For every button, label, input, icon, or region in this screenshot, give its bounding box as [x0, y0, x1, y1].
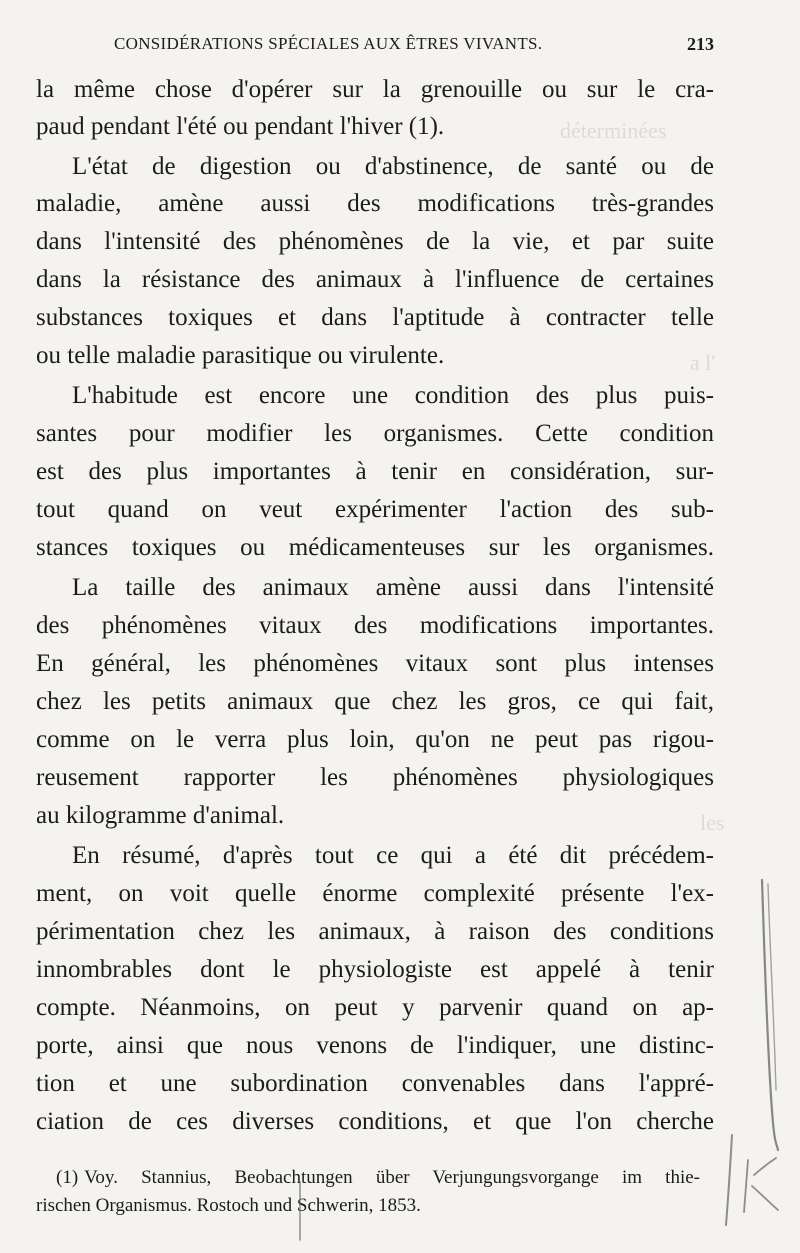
text-line: périmentation chez les animaux, à raison des conditions	[36, 918, 714, 945]
text-line: comme on le verra plus loin, qu'on ne peut pas rigou-	[36, 726, 714, 753]
text-line: ou telle maladie parasitique ou virulente.	[36, 342, 445, 369]
text-line: substances toxiques et dans l'aptitude à contracter telle	[36, 304, 714, 331]
footnote-text: Voy. Stannius, Beobachtungen über Verjungungsvorgange im thie-	[84, 1167, 700, 1188]
text-line: tion et une subordination convenables dans l'appré-	[36, 1070, 714, 1097]
text-line: innombrables dont le physiologiste est appelé à tenir	[36, 956, 714, 983]
show-through-text: les	[700, 810, 725, 835]
show-through-text: déterminées	[560, 118, 667, 143]
text-line: compte. Néanmoins, on peut y parvenir quand on ap-	[36, 994, 714, 1021]
text-line: ment, on voit quelle énorme complexité présente l'ex-	[36, 880, 714, 907]
text-line: dans l'intensité des phénomènes de la vie, et par suite	[36, 228, 714, 255]
text-line: porte, ainsi que nous venons de l'indiquer, une distinc-	[36, 1032, 714, 1059]
text-line: chez les petits animaux que chez les gros, ce qui fait,	[36, 688, 714, 715]
running-title: CONSIDÉRATIONS SPÉCIALES AUX ÊTRES VIVANTS.	[114, 34, 543, 53]
footnote-line: rischen Organismus. Rostoch und Schwerin, 1853.	[36, 1195, 421, 1216]
text-line: En résumé, d'après tout ce qui a été dit précédem-	[72, 842, 714, 869]
text-line: stances toxiques ou médicamenteuses sur les organismes.	[36, 534, 714, 561]
text-line: reusement rapporter les phénomènes physiologiques	[36, 764, 714, 791]
text-line: est des plus importantes à tenir en considération, sur-	[36, 458, 714, 485]
text-line: maladie, amène aussi des modifications très-grandes	[36, 190, 714, 217]
page-number: 213	[687, 34, 714, 54]
text-line: au kilogramme d'animal.	[36, 802, 285, 829]
text-line: tout quand on veut expérimenter l'action des sub-	[36, 496, 714, 523]
text-line: L'état de digestion ou d'abstinence, de santé ou de	[72, 153, 714, 180]
text-line: L'habitude est encore une condition des plus puis-	[72, 382, 714, 409]
show-through-text: a l'	[690, 350, 716, 375]
text-line: la même chose d'opérer sur la grenouille ou sur le cra-	[36, 76, 714, 103]
text-line: santes pour modifier les organismes. Cette condition	[36, 420, 714, 447]
text-line: En général, les phénomènes vitaux sont plus intenses	[36, 650, 714, 677]
text-line: paud pendant l'été ou pendant l'hiver (1).	[36, 113, 445, 140]
footnote-marker: (1)	[56, 1167, 79, 1188]
text-line: dans la résistance des animaux à l'influence de certaines	[36, 266, 714, 293]
text-line: des phénomènes vitaux des modifications importantes.	[36, 612, 714, 639]
text-line: La taille des animaux amène aussi dans l'intensité	[72, 574, 714, 601]
text-line: ciation de ces diverses conditions, et que l'on cherche	[36, 1108, 714, 1135]
